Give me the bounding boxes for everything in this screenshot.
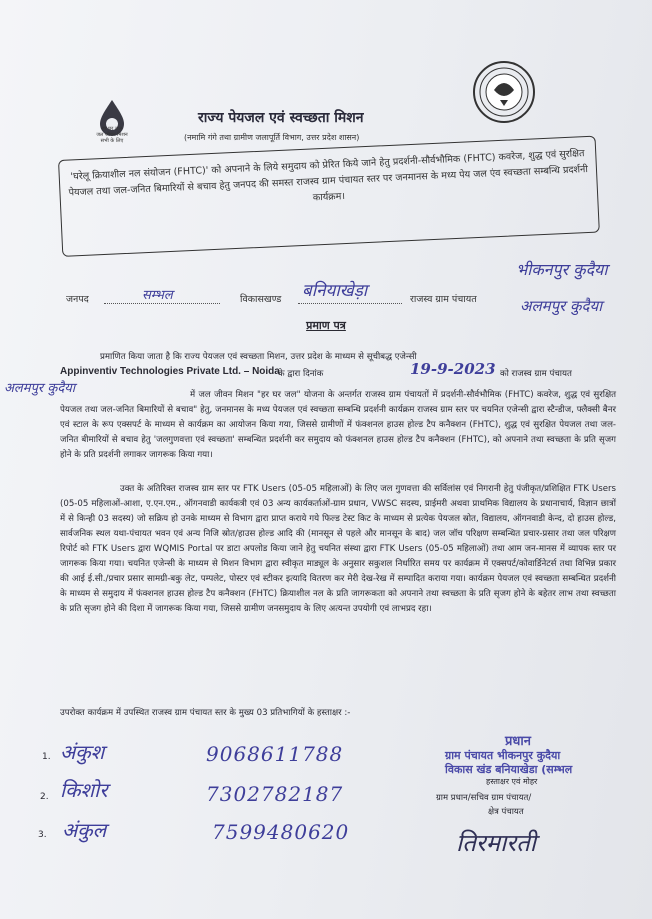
participant-2-no: 2. <box>40 792 49 802</box>
block-value: बनियाखेड़ा <box>302 281 368 301</box>
sign-label: हस्ताक्षर एवं मोहर <box>486 777 538 786</box>
participant-3-phone: 7599480620 <box>212 820 350 844</box>
participant-1-no: 1. <box>42 752 51 762</box>
stamp-line-1: प्रधान <box>505 734 531 749</box>
district-value: सम्भल <box>142 288 173 303</box>
up-govt-seal-icon <box>472 60 536 124</box>
after-date-text: को राजस्व ग्राम पंचायत <box>500 369 572 379</box>
village-handwritten: अलमपुर कुदैया <box>4 381 76 396</box>
role-line-2: क्षेत्र पंचायत <box>488 807 524 817</box>
certificate-body-2: उक्त के अतिरिक्त राजस्व ग्राम स्तर पर FTK Users (05-05 महिलाओं) के लिए जल गुणवत्ता की सर्विलांस एवं निगरानी हेतु पंजीकृत/प्रशिक्षित FTK Users (05-05 महिलाओं-आशा, ए.एन.एम., ऑगनवाडी कार्यकत्री एवं 03 अन्य कार्यकर्ताओं-ग्राम प्रधान, VWSC सदस्य, प्राईमरी अथवा प्राथमिक विद्यालय के प्रधानाचार्य, विज्ञान छात्रों में से किन्ही 03 सदस्य) जो सक्रिय हो उनके माध्यम से विभाग द्वारा प्राप्त कराये गये फिल्ड टेस्ट किट के माध्यम से प्रत्येक पेयजल स्रोत, विद्यालय, ऑगनवाडी केन्द, दो हाउस होल्ड, सार्वजनिक स्थल यथा-पंचायत भवन एवं अन्य निजि स्रोत/हाउस होल्ड आदि की (मानसून से पहले और मानसून के बाद) जल जॉच परिक्षण सम्बन्धित प्रचार-प्रसार तथा जल परिक्षण रिपोर्ट को FTK Users द्वारा WQMIS Portal पर डाटा अपलोड किया जाने हेतु चयनित संस्था द्वारा FTK Users (05-05 महिलाओं) तथा आम जन-मानस में व्यापक स्तर पर जागरूक किया गया। चयनित एजेन्सी के माध्यम से मिशन विभाग द्वारा स्वीकृत माड्यूल के अनुसार सकुशल निर्धारित समय पर कार्यक्रम में एक्सपर्ट/कोवार्डिनेटर्स तथा विभिन्न प्रकार की आई ई.सी./प्रचार प्रसार सामग्री-बकु लेट, पम्पलेट, पोस्टर एवं स्टीकर इत्यादि वितरण कर मेरी देख-रेख में सम्पादित कराया गया। कार्यक्रम पेयजल एवं स्वच्छता सम्बन्धित प्रदर्शनी के माध्यम से समुदाय में फंक्शनल हाउस होल्ड टैप कनैक्शन (FHTC) क्रियाशील नल के प्रति जागरूकता को अपनाने तथा स्वच्छता के प्रति सृजग होने के बहेतर लाभ तथा स्वच्छता के प्रति सृजग होने की दिशा में जागरूक किया गया, जिससे ग्रामीण जनसमुदाय के लिए अत्यन्त उपयोगी एवं लाभप्रद रहा। <box>60 484 616 614</box>
certificate-body-1: में जल जीवन मिशन "हर घर जल" योजना के अन्तर्गत राजस्व ग्राम पंचायतों में प्रदर्शनी-सौर्वभौमिक (FHTC) कवरेज, शुद्ध एवं सुरक्षित पेयजल तथा जल-जनित बिमारियों से बचाव" हेतु, जनमानस के मध्य पेयजल एवं स्वच्छता सम्बन्धि प्रदर्शनी कार्यक्रम राजस्व ग्राम स्तर पर चयनित एजेन्सी द्वारा स्टैन्डीज, फ्लैक्सी बैनर एवं स्टाल के रूप एक्सपर्ट के माध्यम से कार्यक्रम का आयोजन किया गया, जिससे ग्रामीणों में फंक्शनल हाउस होल्ड टैप कनैक्शन (FHTC), शुद्ध एवं सुरक्षित पेयजल तथा जल-जनित बीमारियों से बचाव हेतु 'जलगुणवत्ता एवं स्वच्छता' सम्बन्धित प्रदर्शनी कर समुदाय को फंक्शनल हाउस होल्ड टैप कनैक्शन (FHTC), को अपनाने तथा स्वच्छता के प्रति सृजग होने के प्रति प्रदर्शनी लगाकर जागरूक किया गया। <box>60 390 616 460</box>
block-label: विकासखण्ड <box>240 294 282 305</box>
district-label: जनपद <box>66 294 89 305</box>
panchayat-value-1: भीकनपुर कुदैया <box>516 260 608 279</box>
certificate-intro: प्रमाणित किया जाता है कि राज्य पेयजल एवं स्वच्छता मिशन, उत्तर प्रदेश के माध्यम से सूचीबद्ध एजेन्सी <box>100 352 417 362</box>
participant-1-phone: 9068611788 <box>206 742 344 766</box>
pradhan-signature: तिरमारती <box>456 829 536 857</box>
agency-name: Appinventiv Technologies Private Ltd. – Noida <box>60 366 280 377</box>
participant-3-no: 3. <box>38 830 47 840</box>
program-date: 19-9-2023 <box>410 360 496 378</box>
stamp-line-2: ग्राम पंचायत भीकनपुर कुदैया <box>445 749 561 762</box>
panchayat-value-2: अलमपुर कुदैया <box>520 297 603 315</box>
role-line-1: ग्राम प्रधान/सचिव ग्राम पंचायत/ <box>436 793 532 803</box>
block-dotted-line <box>298 302 402 304</box>
logo-left-caption: हर घर जल जल जीवन मिशन सभी के लिए <box>96 126 128 144</box>
participant-1-name: अंकुश <box>60 740 105 764</box>
panchayat-label: राजस्व ग्राम पंचायत <box>410 294 477 305</box>
mission-subtitle: (नमामि गंगे तथा ग्रामीण जलापूर्ति विभाग, उत्तर प्रदेश शासन) <box>184 133 360 142</box>
agency-tail: के द्वारा दिनांक <box>278 369 324 379</box>
certificate-title: प्रमाण पत्र <box>306 319 346 332</box>
program-banner-text: 'घरेलू क्रियाशील नल संयोजन (FHTC)' को अपनाने के लिये समुदाय को प्रेरित किये जाने हेतु प्रदर्शनी-सौर्वभौमिक (FHTC) कवरेज, शुद्ध एवं सुरक्षित पेयजल तथा जल-जनित बिमारियों से बचाव हेतु जनपद की समस्त राजस्व ग्राम पंचायत स्तर पर जनमानस के मध्य पेय जल एंव स्वच्छता सम्बन्धि प्रदर्शनी कार्यक्रम। <box>68 148 589 204</box>
program-banner <box>58 136 600 257</box>
pradhan-stamp <box>445 735 652 777</box>
stamp-line-3: विकास खंड बनियाखेडा (सम्भल <box>445 763 573 776</box>
participants-header: उपरोक्त कार्यक्रम में उपस्थित राजस्व ग्राम पंचायत स्तर के मुख्य 03 प्रतिभागियों के हस्ताक्षर :- <box>60 708 351 718</box>
participant-2-name: किशोर <box>60 778 108 802</box>
participant-3-name: अंकुल <box>62 818 107 842</box>
mission-title: राज्य पेयजल एवं स्वच्छता मिशन <box>198 110 364 126</box>
participant-2-phone: 7302782187 <box>206 782 344 806</box>
